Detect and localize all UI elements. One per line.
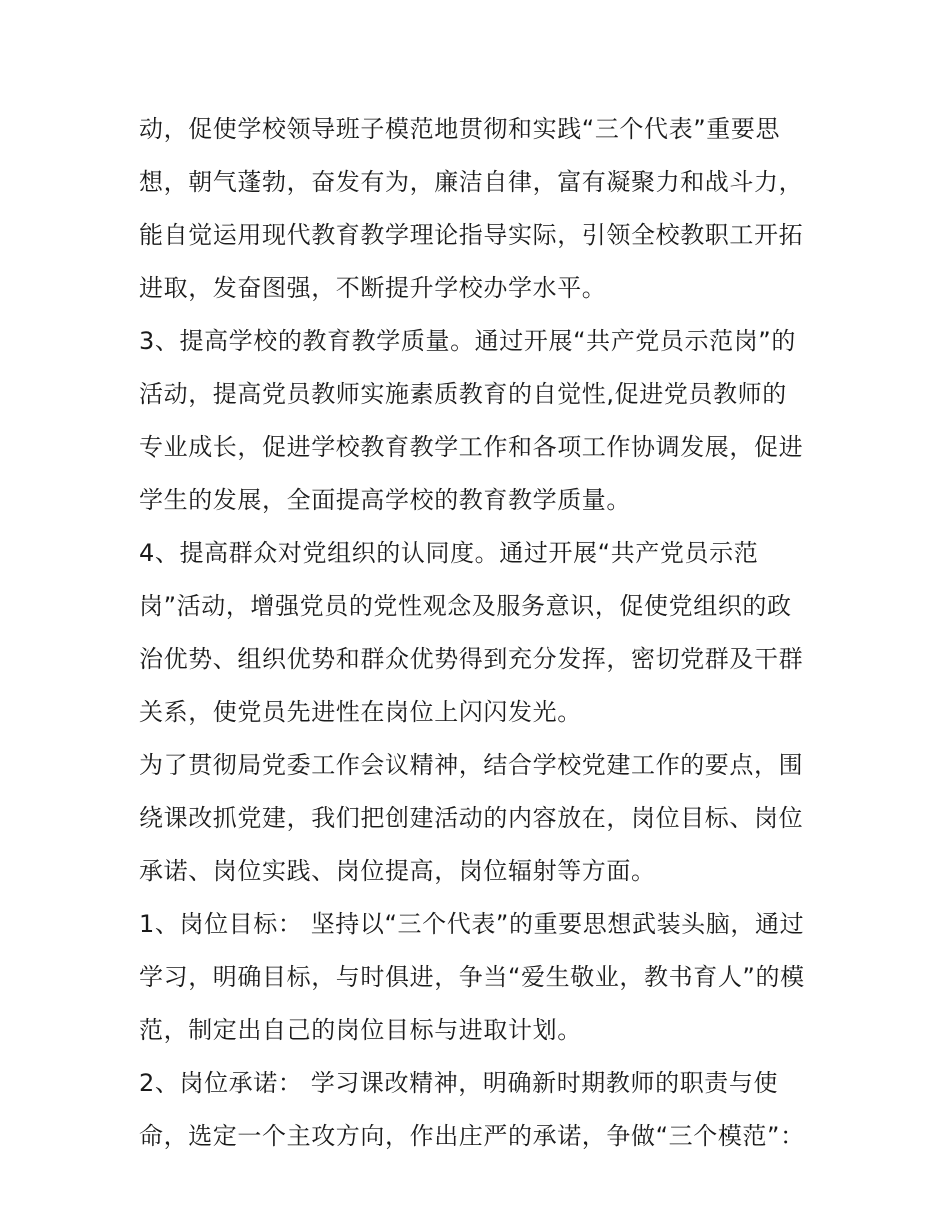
text-line: 4、提高群众对党组织的认同度。通过开展“共产党员示范 bbox=[139, 539, 759, 567]
text-line: 专业成长，促进学校教育教学工作和各项工作协调发展，促进 bbox=[139, 433, 804, 461]
text-line: 动，促使学校领导班子模范地贯彻和实践“三个代表”重要思 bbox=[139, 115, 781, 143]
text-line: 活动，提高党员教师实施素质教育的自觉性,促进党员教师的 bbox=[139, 380, 787, 408]
text-line: 想，朝气蓬勃，奋发有为，廉洁自律，富有凝聚力和战斗力， bbox=[139, 168, 804, 196]
text-line: 进取，发奋图强，不断提升学校办学水平。 bbox=[139, 274, 607, 302]
text-line: 承诺、岗位实践、岗位提高，岗位辐射等方面。 bbox=[139, 857, 656, 885]
text-line: 绕课改抓党建，我们把创建活动的内容放在，岗位目标、岗位 bbox=[139, 804, 804, 832]
text-line: 学生的发展，全面提高学校的教育教学质量。 bbox=[139, 486, 631, 514]
text-line: 治优势、组织优势和群众优势得到充分发挥，密切党群及干群 bbox=[139, 645, 804, 673]
text-line: 命，选定一个主攻方向，作出庄严的承诺，争做“三个模范”： bbox=[139, 1122, 805, 1150]
text-line: 2、岗位承诺： 学习课改精神，明确新时期教师的职责与使 bbox=[139, 1069, 779, 1097]
text-line: 3、提高学校的教育教学质量。通过开展“共产党员示范岗”的 bbox=[139, 327, 796, 355]
text-line: 能自觉运用现代教育教学理论指导实际，引领全校教职工开拓 bbox=[139, 221, 804, 249]
text-line: 学习，明确目标，与时俱进，争当“爱生敬业，教书育人”的模 bbox=[139, 963, 805, 991]
text-line: 范，制定出自己的岗位目标与进取计划。 bbox=[139, 1016, 582, 1044]
text-line: 1、岗位目标： 坚持以“三个代表”的重要思想武装头脑，通过 bbox=[139, 910, 805, 938]
text-line: 岗”活动，增强党员的党性观念及服务意识，促使党组织的政 bbox=[139, 592, 792, 620]
text-line: 为了贯彻局党委工作会议精神，结合学校党建工作的要点，围 bbox=[139, 751, 804, 779]
text-line: 关系，使党员先进性在岗位上闪闪发光。 bbox=[139, 698, 582, 726]
